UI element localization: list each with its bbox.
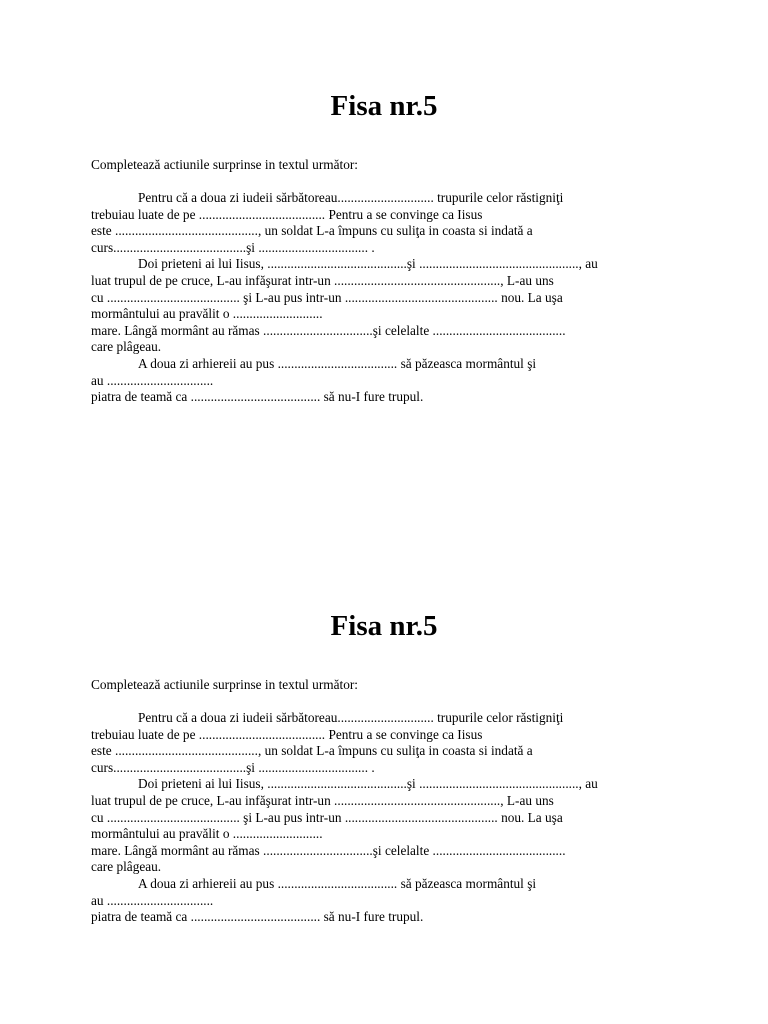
text-line: mare. Lângă mormânt au rămas .................................şi celelalte ........................................ [91,842,566,858]
text-line: cu ........................................ şi L-au pus intr-un .............................................. nou. La uşa [91,809,563,825]
text-line: mare. Lângă mormânt au rămas .................................şi celelalte ........................................ [91,322,566,338]
text-line: A doua zi arhiereii au pus .................................... să păzeasca mormântul şi [138,875,537,891]
fill-in-text [91,710,691,926]
text-line: A doua zi arhiereii au pus .................................... să păzeasca mormântul şi [138,355,537,371]
worksheet-2 [91,606,691,926]
worksheet-title: Fisa nr.5 [330,610,438,642]
text-line: trebuiau luate de pe ...................................... Pentru a se convinge ca Iisus [91,206,483,222]
text-line: mormântului au pravălit o ........................... [91,826,323,842]
worksheet-instruction: Completează actiunile surprinse in textul următor: [91,677,358,692]
text-line: piatra de teamă ca ....................................... să nu-I fure trupul. [91,389,424,405]
text-line: curs........................................şi ................................. . [91,239,375,255]
text-line: este ..........................................., un soldat L-a împuns cu suliţa in coasta si indată a [91,743,533,759]
text-line: mormântului au pravălit o ........................... [91,306,323,322]
worksheet-instruction: Completează actiunile surprinse in textul următor: [91,157,358,172]
text-line: este ..........................................., un soldat L-a împuns cu suliţa in coasta si indată a [91,223,533,239]
worksheet-1 [91,86,691,406]
text-line: Pentru că a doua zi iudeii sărbătoreau............................. trupurile celor răstigniţi [138,190,564,205]
text-line: trebuiau luate de pe ...................................... Pentru a se convinge ca Iisus [91,726,483,742]
text-line: piatra de teamă ca ....................................... să nu-I fure trupul. [91,909,424,925]
text-line: au ................................ [91,892,214,908]
fill-in-text [91,190,691,406]
text-line: Pentru că a doua zi iudeii sărbătoreau............................. trupurile celor răstigniţi [138,710,564,725]
text-line: luat trupul de pe cruce, L-au infăşurat intr-un .................................................., L-au uns [91,272,554,288]
text-line: luat trupul de pe cruce, L-au infăşurat intr-un .................................................., L-au uns [91,792,554,808]
text-line: Doi prieteni ai lui Iisus, ..........................................şi ................................................, au [138,776,598,792]
text-line: curs........................................şi ................................. . [91,759,375,775]
worksheet-title: Fisa nr.5 [330,90,438,122]
text-line: care plâgeau. [91,859,162,875]
text-line: au ................................ [91,372,214,388]
text-line: cu ........................................ şi L-au pus intr-un .............................................. nou. La uşa [91,289,563,305]
text-line: Doi prieteni ai lui Iisus, ..........................................şi ................................................, au [138,256,598,272]
text-line: care plâgeau. [91,339,162,355]
